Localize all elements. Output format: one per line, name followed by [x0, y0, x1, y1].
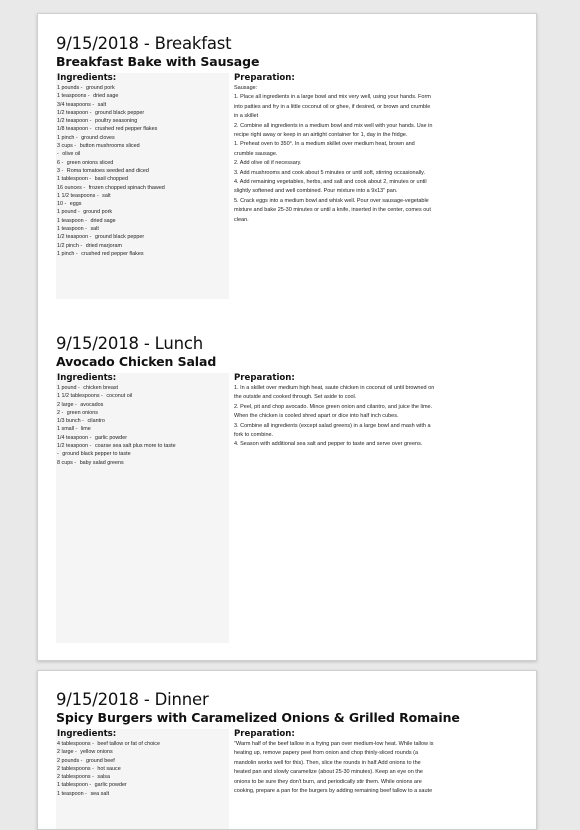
ingredient-quantity: 2 large [57, 401, 74, 408]
ingredient-separator: - [74, 250, 80, 257]
preparation-line: mandolin works well for this). Then, slice the rounds in half.Add onions to the [234, 759, 421, 766]
ingredient-quantity: 1/2 pinch [57, 242, 79, 249]
ingredient-name: cilantro [87, 418, 105, 425]
ingredient-name: ground pork [85, 85, 115, 91]
ingredients-panel [56, 73, 229, 299]
ingredient-name: poultry seasoning [94, 118, 138, 125]
ingredient-separator: - [79, 757, 84, 764]
ingredient-quantity: 3 [57, 167, 60, 174]
meal-breakfast [56, 34, 522, 299]
document-page-2 [37, 670, 537, 830]
preparation-line: 3. Combine all ingredients (except salad greens) in a large bowl and mash with a [234, 422, 431, 429]
meal-date: 9/15/2018 - Dinner [56, 690, 209, 709]
ingredient-separator: - [88, 443, 93, 450]
ingredient-item [57, 92, 229, 100]
ingredient-quantity: 1 1/2 teaspoons [57, 192, 96, 199]
preparation-line: "Warm half of the beef tallow in a frying pan over medium-low heat. While tallow is [234, 741, 434, 747]
ingredients-heading: Ingredients: [57, 373, 117, 383]
preparation-line: into patties and fry in a little coconut oil or ghee, if desired, or brown and crumble [234, 103, 431, 110]
ingredient-name: dried sage [93, 93, 119, 100]
ingredient-quantity: 16 ounces [57, 184, 82, 191]
preparation-line: in a skillet [234, 113, 259, 120]
ingredient-name: crushed red pepper flakes [94, 126, 158, 133]
ingredient-separator: - [83, 790, 89, 797]
ingredient-name: ground beef [85, 757, 115, 764]
ingredient-item [57, 384, 229, 392]
ingredient-name: avocados [80, 401, 104, 408]
ingredient-item [57, 781, 229, 789]
ingredient-quantity: 1 pounds [57, 85, 80, 91]
ingredient-separator: - [86, 93, 92, 100]
preparation-line: 4. Add remaining vegetables, herbs, and salt and cook about 2, minutes or until [234, 179, 427, 186]
ingredient-quantity: 1 tablespoon [57, 782, 88, 789]
ingredient-separator: - [90, 774, 96, 781]
preparation-line: 4. Season with additional sea salt and pepper to taste and serve over greens. [234, 441, 423, 448]
preparation-line: mixture and bake 25-30 minutes or until a knife, inserted in the center, comes out [234, 207, 431, 214]
ingredient-name: ground pork [83, 209, 113, 216]
ingredient-name: salt [90, 226, 99, 233]
ingredient-quantity: 2 tablespoons [57, 774, 91, 781]
preparation-panel [229, 373, 522, 643]
ingredient-item [57, 434, 229, 442]
ingredient-name: hot sauce [97, 765, 121, 772]
ingredient-separator: - [99, 393, 105, 400]
ingredient-item [57, 757, 229, 765]
ingredient-quantity: 2 tablespoons [57, 765, 91, 772]
preparation-line: 2. Peel, pit and chop avocado. Mince green onion and cilantro, and juice the lime. [234, 403, 433, 410]
ingredient-item [57, 417, 229, 425]
ingredient-name: button mushrooms sliced [79, 143, 140, 150]
ingredient-name: coarse sea salt plus more to taste [94, 443, 176, 450]
recipe-title: Breakfast Bake with Sausage [56, 54, 260, 69]
ingredient-quantity: 1/3 bunch [57, 418, 81, 425]
ingredient-item [57, 134, 229, 142]
ingredients-panel [56, 373, 229, 643]
preparation-line: 1. Preheat oven to 350°. In a medium skillet over medium heat, brown and [234, 141, 415, 148]
preparation-line: crumble sausage. [234, 150, 278, 157]
preparation-line: 1. In a skillet over medium high heat, saute chicken in coconut oil until browned on [234, 385, 435, 391]
ingredient-name: basil chopped [94, 176, 128, 183]
ingredient-separator: - [90, 741, 96, 747]
preparation-line: fork to combine. [234, 432, 274, 439]
ingredient-name: chicken breast [83, 385, 119, 391]
ingredient-quantity: 4 tablespoons [57, 741, 91, 747]
ingredient-item [57, 450, 229, 458]
preparation-line: 2. Combine all ingredients in a medium bowl and mix well with your hands. Use in [234, 122, 433, 129]
ingredient-item [57, 167, 229, 175]
ingredient-separator: - [88, 434, 93, 441]
ingredient-separator: - [78, 242, 84, 249]
ingredient-item [57, 159, 229, 167]
ingredient-name: ground black pepper [94, 109, 145, 116]
ingredient-item [57, 175, 229, 183]
ingredient-item [57, 101, 229, 109]
ingredient-quantity: 3 cups [57, 143, 73, 150]
ingredient-quantity: 1/2 teaspoon [57, 109, 89, 116]
ingredient-name: coconut oil [106, 393, 133, 400]
ingredient-separator: - [60, 167, 65, 174]
ingredient-quantity: 8 cups [57, 459, 73, 466]
ingredient-item [57, 392, 229, 400]
ingredient-name: eggs [69, 201, 82, 208]
ingredient-quantity: 10 [57, 201, 63, 208]
ingredient-quantity: 1 pound [57, 385, 77, 391]
preparation-text [234, 84, 522, 225]
ingredient-name: ground black pepper [94, 234, 145, 241]
preparation-line: 2. Add olive oil if necessary. [234, 160, 302, 167]
ingredient-quantity: 1 1/2 tablespoons [57, 393, 100, 400]
ingredients-heading: Ingredients: [57, 73, 117, 83]
ingredients-list [57, 384, 229, 467]
ingredients-heading: Ingredients: [57, 729, 117, 739]
ingredient-item [57, 200, 229, 208]
ingredient-item [57, 459, 229, 467]
preparation-line: clean. [234, 216, 249, 223]
ingredient-separator: - [87, 176, 93, 183]
ingredient-quantity: 1 teaspoon [57, 226, 84, 233]
preparation-text [234, 384, 522, 450]
ingredient-separator: - [88, 109, 93, 116]
preparation-line: When the chicken is cooled shred apart or dice into half inch cubes. [234, 413, 399, 420]
preparation-line: Sausage: [234, 85, 258, 91]
ingredient-separator: - [79, 85, 84, 91]
ingredient-item [57, 790, 229, 798]
ingredient-separator: - [72, 143, 78, 150]
ingredient-name: salsa [97, 774, 110, 781]
ingredient-separator: - [80, 418, 86, 425]
ingredient-separator: - [73, 749, 79, 756]
preparation-line: 5. Crack eggs into a medium bowl and whisk well. Pour over sausage-vegetable [234, 197, 429, 204]
ingredient-item [57, 442, 229, 450]
ingredient-separator: - [76, 385, 82, 391]
ingredient-quantity: 1/8 teaspoon [57, 126, 89, 133]
ingredient-item [57, 409, 229, 417]
preparation-line: 1. Place all ingredients in a large bowl and mix very well, using your hands. Form [234, 94, 431, 101]
ingredient-quantity: 2 large [57, 749, 74, 756]
ingredient-separator: - [60, 409, 65, 416]
recipe-title: Avocado Chicken Salad [56, 354, 217, 369]
ingredient-quantity: 1 teaspoons [57, 93, 87, 100]
preparation-heading: Preparation: [234, 373, 295, 383]
ingredient-separator: - [88, 234, 93, 241]
meal-date: 9/15/2018 - Breakfast [56, 34, 232, 53]
ingredient-quantity: 1/2 teaspoon [57, 118, 89, 125]
ingredient-quantity: 1 pound [57, 209, 77, 216]
ingredient-separator: - [90, 101, 96, 108]
ingredient-name: dried sage [90, 217, 116, 224]
preparation-line: slightly softened and well combined. Pour mixture into a 9x13" pan. [234, 188, 398, 195]
ingredient-item [57, 184, 229, 192]
ingredients-list [57, 740, 229, 798]
ingredient-name: beef tallow or fat of choice [97, 741, 161, 747]
ingredient-item [57, 125, 229, 133]
preparation-text [234, 740, 522, 796]
ingredient-item [57, 765, 229, 773]
ingredient-item [57, 773, 229, 781]
ingredient-name: frozen chopped spinach thawed [88, 184, 165, 191]
ingredient-item [57, 242, 229, 250]
ingredient-item [57, 217, 229, 225]
ingredient-item [57, 748, 229, 756]
ingredient-name: salt [102, 192, 111, 199]
ingredient-separator: - [57, 451, 61, 458]
ingredient-separator: - [81, 184, 87, 191]
ingredient-quantity: 2 pounds [57, 757, 80, 764]
preparation-line: heating up, remove papery peel from onion and chop thinly-sliced rounds (a [234, 750, 419, 757]
ingredient-separator: - [83, 217, 89, 224]
preparation-line: onions to be sure they don't burn, and periodically stir them. While onions are [234, 778, 422, 785]
ingredient-name: yellow onions [80, 749, 113, 756]
ingredient-separator: - [72, 459, 78, 466]
ingredient-name: lime [80, 426, 91, 433]
ingredient-separator: - [87, 782, 93, 789]
ingredient-separator: - [95, 192, 101, 199]
meal-dinner [56, 690, 522, 830]
preparation-heading: Preparation: [234, 729, 295, 739]
ingredient-separator: - [88, 126, 93, 133]
preparation-panel [229, 73, 522, 299]
ingredient-separator: - [60, 159, 65, 166]
ingredient-item [57, 225, 229, 233]
ingredient-quantity: 1 pinch [57, 250, 75, 257]
ingredient-separator: - [73, 401, 79, 408]
ingredient-quantity: 1/4 teaspoon [57, 434, 89, 441]
ingredient-separator: - [88, 118, 93, 125]
ingredient-quantity: 2 [57, 409, 60, 416]
recipe-title: Spicy Burgers with Caramelized Onions & Grilled Romaine [56, 710, 460, 725]
ingredient-quantity: 1/2 teaspoon [57, 234, 89, 241]
ingredient-item [57, 84, 229, 92]
preparation-line: cooking, prepare a pan for the burgers by adding remaining beef tallow to a saute [234, 788, 433, 795]
preparation-line: heated pan and slowly caramelize (about 25-30 minutes). Keep an eye on the [234, 769, 423, 776]
ingredient-quantity: 6 [57, 159, 60, 166]
ingredient-name: green onions [66, 409, 98, 416]
ingredient-name: dried marjoram [85, 242, 122, 249]
ingredients-list [57, 84, 229, 258]
ingredient-name: ground cloves [81, 134, 115, 141]
ingredient-item [57, 401, 229, 409]
ingredient-name: ground black pepper to taste [62, 451, 131, 458]
ingredient-item [57, 250, 229, 258]
ingredient-separator: - [74, 134, 80, 141]
ingredient-separator: - [83, 226, 89, 233]
meal-lunch [56, 334, 522, 643]
preparation-panel [229, 729, 522, 830]
ingredient-item [57, 117, 229, 125]
ingredient-quantity: 1 teaspoon [57, 217, 84, 224]
ingredient-separator: - [57, 151, 61, 158]
meal-date: 9/15/2018 - Lunch [56, 334, 203, 353]
preparation-line: the outside and cooked through. Set aside to cool. [234, 394, 357, 401]
preparation-line: 3. Add mushrooms and cook about 5 minutes or until soft, stirring occasionally. [234, 169, 425, 176]
ingredient-item [57, 425, 229, 433]
ingredient-item [57, 233, 229, 241]
ingredient-quantity: 1 tablespoon [57, 176, 88, 183]
ingredient-separator: - [74, 426, 79, 433]
ingredient-quantity: 1 pinch [57, 134, 75, 141]
ingredient-separator: - [76, 209, 82, 216]
ingredient-quantity: 1/2 teaspoon [57, 443, 89, 450]
ingredient-name: garlic powder [94, 434, 128, 441]
ingredient-name: green onions sliced [66, 159, 114, 166]
ingredient-name: Roma tomatoes seeded and diced [66, 167, 149, 174]
ingredient-item [57, 150, 229, 158]
ingredient-separator: - [90, 765, 96, 772]
ingredient-separator: - [63, 201, 68, 208]
ingredient-item [57, 109, 229, 117]
ingredient-item [57, 142, 229, 150]
ingredient-name: garlic powder [94, 782, 127, 789]
ingredient-quantity: 1 small [57, 426, 75, 433]
ingredient-name: sea salt [90, 790, 110, 797]
ingredient-item [57, 192, 229, 200]
ingredient-item [57, 208, 229, 216]
ingredient-name: baby salad greens [79, 459, 124, 466]
ingredient-name: salt [97, 101, 107, 108]
ingredients-panel [56, 729, 229, 830]
preparation-heading: Preparation: [234, 73, 295, 83]
preparation-line: recipe right away or keep in an airtight container for 1, day in the fridge. [234, 132, 408, 139]
ingredient-quantity: 3/4 teaspoons [57, 101, 91, 108]
document-page-1 [37, 13, 537, 661]
ingredient-quantity: 1 teaspoon [57, 790, 84, 797]
ingredient-name: olive oil [62, 151, 81, 158]
ingredient-item [57, 740, 229, 748]
ingredient-name: crushed red pepper flakes [81, 250, 144, 257]
